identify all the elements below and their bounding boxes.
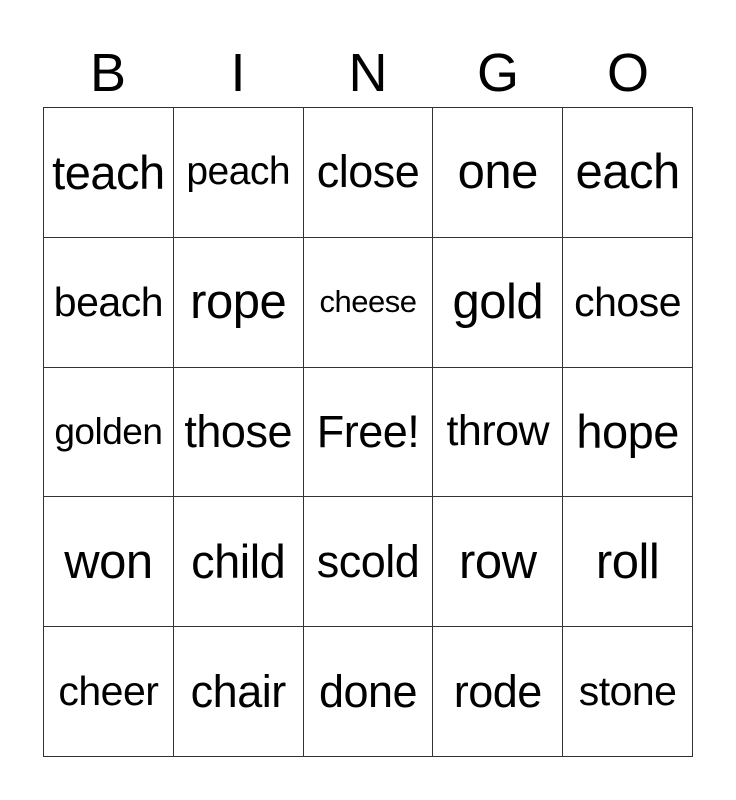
bingo-cell[interactable]: gold — [433, 238, 563, 368]
bingo-cell[interactable]: done — [304, 627, 434, 757]
header-letter-o: O — [606, 43, 649, 103]
bingo-cell[interactable]: peach — [174, 108, 304, 238]
bingo-cell[interactable]: beach — [44, 238, 174, 368]
bingo-cell[interactable]: chair — [174, 627, 304, 757]
bingo-card-grid — [43, 107, 693, 757]
bingo-cell[interactable]: hope — [563, 368, 693, 498]
free-space-cell[interactable]: Free! — [304, 368, 434, 498]
bingo-cell[interactable]: child — [174, 497, 304, 627]
bingo-header — [43, 40, 693, 106]
bingo-cell[interactable]: won — [44, 497, 174, 627]
bingo-cell[interactable]: one — [433, 108, 563, 238]
header-letter-i: I — [230, 43, 246, 103]
bingo-cell[interactable]: row — [433, 497, 563, 627]
header-letter-b: B — [89, 43, 127, 103]
bingo-cell[interactable]: golden — [44, 368, 174, 498]
bingo-cell[interactable]: close — [304, 108, 434, 238]
bingo-cell[interactable]: those — [174, 368, 304, 498]
bingo-cell[interactable]: stone — [563, 627, 693, 757]
bingo-cell[interactable]: rope — [174, 238, 304, 368]
bingo-cell[interactable]: teach — [44, 108, 174, 238]
bingo-cell[interactable]: scold — [304, 497, 434, 627]
bingo-cell[interactable]: chose — [563, 238, 693, 368]
header-letter-g: G — [476, 43, 519, 103]
bingo-cell[interactable]: rode — [433, 627, 563, 757]
bingo-cell[interactable]: cheer — [44, 627, 174, 757]
bingo-cell[interactable]: each — [563, 108, 693, 238]
bingo-cell[interactable]: roll — [563, 497, 693, 627]
bingo-cell[interactable]: cheese — [304, 238, 434, 368]
bingo-cell[interactable]: throw — [433, 368, 563, 498]
header-letter-n: N — [348, 43, 388, 103]
